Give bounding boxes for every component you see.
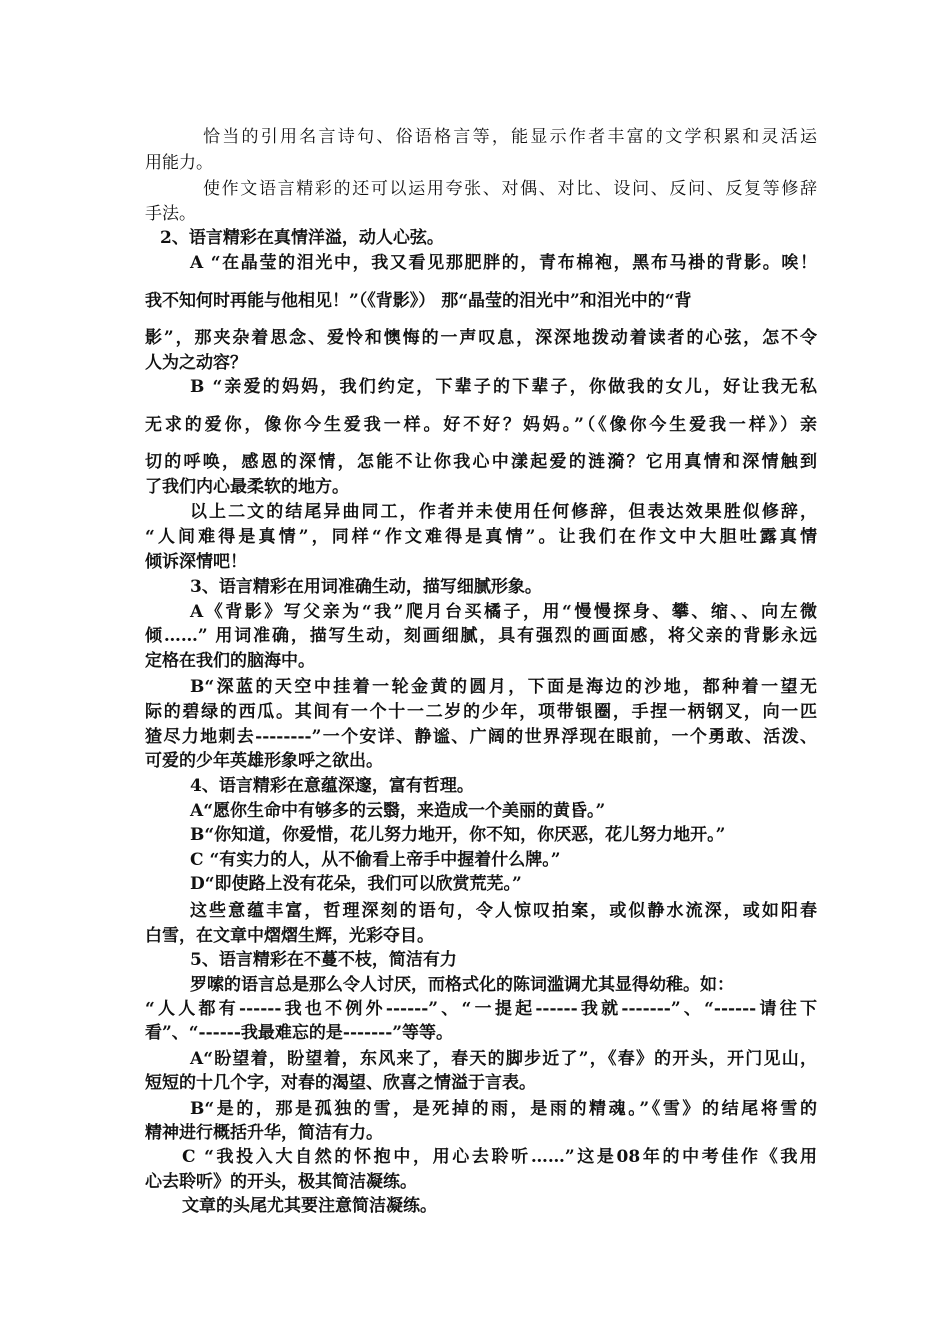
text-line: “人人都有------我也不例外------”、“一提起------我就-------”、“------请往下 <box>145 999 817 1019</box>
text-line: B “亲爱的妈妈，我们约定，下辈子的下辈子，你做我的女儿，好让我无私 <box>190 377 817 397</box>
section-heading: 5、语言精彩在不蔓不枝，简洁有力 <box>190 950 457 970</box>
section-heading: 3、语言精彩在用词准确生动，描写细腻形象。 <box>190 577 542 597</box>
text-line: A《背影》写父亲为“我”爬月台买橘子，用“慢慢探身、攀、缩、、向左微 <box>190 602 817 622</box>
text-line: 用能力。 <box>145 153 213 173</box>
text-line: 恰当的引用名言诗句、俗语格言等，能显示作者丰富的文学积累和灵活运 <box>203 127 817 147</box>
text-line: 倾诉深情吧！ <box>145 552 247 572</box>
text-line: 定格在我们的脑海中。 <box>145 651 315 671</box>
text-line: B“你知道，你爱惜，花儿努力地开，你不知，你厌恶，花儿努力地开。” <box>190 825 726 845</box>
text-line: 我不知何时再能与他相见！”（《背影》） 那“晶莹的泪光中”和泪光中的“背 <box>145 291 692 311</box>
text-line: “人间难得是真情”，同样“作文难得是真情”。让我们在作文中大胆吐露真情 <box>145 527 817 547</box>
text-line: B“是的，那是孤独的雪，是死掉的雨，是雨的精魂。”《雪》的结尾将雪的 <box>190 1099 817 1119</box>
text-line: A“盼望着，盼望着，东风来了，春天的脚步近了”，《春》的开头，开门见山， <box>190 1049 817 1069</box>
text-line: 了我们内心最柔软的地方。 <box>145 477 349 497</box>
text-line: 这些意蕴丰富，哲理深刻的语句，令人惊叹拍案，或似静水流深，或如阳春 <box>190 901 817 921</box>
text-line: 手法。 <box>145 204 196 224</box>
text-line: 使作文语言精彩的还可以运用夸张、对偶、对比、设问、反问、反复等修辞 <box>203 179 817 199</box>
text-line: C “我投入大自然的怀抱中，用心去聆听……”这是08年的中考佳作《我用 <box>182 1147 817 1167</box>
text-line: 切的呼唤，感恩的深情，怎能不让你我心中漾起爱的涟漪？它用真情和深情触到 <box>145 452 817 472</box>
text-line: 倾……” 用词准确，描写生动，刻画细腻，具有强烈的画面感，将父亲的背影永远 <box>145 626 817 646</box>
text-line: 以上二文的结尾异曲同工，作者并未使用任何修辞，但表达效果胜似修辞， <box>190 502 817 522</box>
text-line: 精神进行概括升华，简洁有力。 <box>145 1123 383 1143</box>
text-line: A“愿你生命中有够多的云翳，来造成一个美丽的黄昏。” <box>190 801 606 821</box>
text-line: 猹尽力地刺去--------”一个安详、静谧、广阔的世界浮现在眼前，一个勇敢、活泼、 <box>145 727 817 747</box>
text-line: 影”，那夹杂着思念、爱怜和懊悔的一声叹息，深深地拨动着读者的心弦，怎不令 <box>145 328 817 348</box>
text-line: C “有实力的人，从不偷看上帝手中握着什么牌。” <box>190 850 561 870</box>
text-line: 可爱的少年英雄形象呼之欲出。 <box>145 751 383 771</box>
text-line: 文章的头尾尤其要注意简洁凝练。 <box>182 1196 437 1216</box>
text-line: 人为之动容？ <box>145 353 247 373</box>
section-heading: 2、语言精彩在真情洋溢，动人心弦。 <box>160 228 444 248</box>
text-line: 白雪，在文章中熠熠生辉，光彩夺目。 <box>145 926 434 946</box>
text-line: 无求的爱你，像你今生爱我一样。好不好？妈妈。”（《像你今生爱我一样》）亲 <box>145 415 817 435</box>
text-line: 际的碧绿的西瓜。其间有一个十一二岁的少年，项带银圈，手捏一柄钢叉，向一匹 <box>145 702 817 722</box>
text-line: A “在晶莹的泪光中，我又看见那肥胖的，青布棉袍，黑布马褂的背影。唉！ <box>190 253 817 273</box>
text-line: B“深蓝的天空中挂着一轮金黄的圆月，下面是海边的沙地，都种着一望无 <box>190 677 817 697</box>
text-line: 心去聆听》的开头，极其简洁凝练。 <box>145 1172 417 1192</box>
text-line: D“即使路上没有花朵，我们可以欣赏荒芜。” <box>190 874 522 894</box>
section-heading: 4、语言精彩在意蕴深邃，富有哲理。 <box>190 776 474 796</box>
text-line: 看”、“------我最难忘的是-------”等等。 <box>145 1023 454 1043</box>
text-line: 短短的十几个字，对春的渴望、欣喜之情溢于言表。 <box>145 1073 536 1093</box>
text-line: 罗嗦的语言总是那么令人讨厌，而格式化的陈词滥调尤其显得幼稚。如： <box>190 975 734 995</box>
